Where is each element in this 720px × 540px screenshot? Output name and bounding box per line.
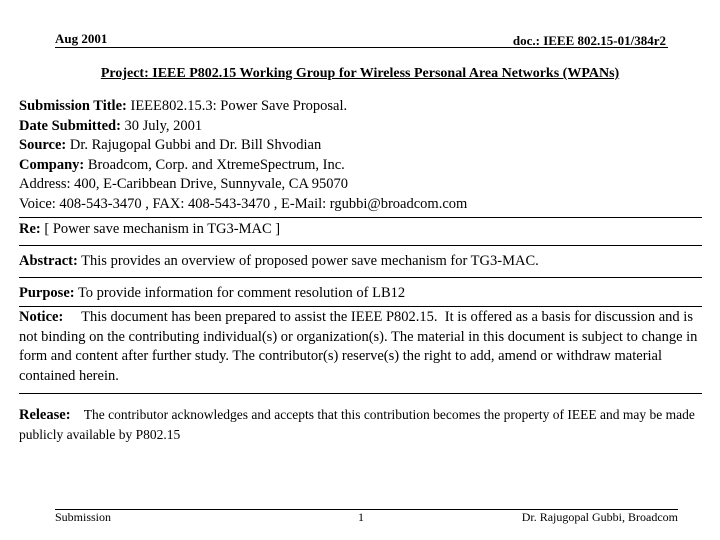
footer-page-number: 1 xyxy=(358,510,364,524)
submission-title-value: IEEE802.15.3: Power Save Proposal. xyxy=(126,98,348,114)
abstract-line xyxy=(19,252,701,272)
notice-value: This document has been prepared to assist the IEEE P802.15. It is offered as a basis for discussion and is not binding on the contributing individual(s) or organization(s). The material in this document is subject to change in form and content after further study. The contributor(s) reserve(s) the right to add, amend or withdraw material contained herein. xyxy=(19,309,702,384)
separator-4 xyxy=(19,306,702,307)
separator-5 xyxy=(19,393,702,394)
date-submitted-line xyxy=(19,117,701,137)
source-label: Source: xyxy=(19,137,67,153)
address-line: Address: 400, E-Caribbean Drive, Sunnyvale, CA 95070 xyxy=(19,176,349,192)
source-value: Dr. Rajugopal Gubbi and Dr. Bill Shvodian xyxy=(66,137,322,153)
release-paragraph xyxy=(19,405,701,445)
separator-3 xyxy=(19,277,702,278)
submission-title-line xyxy=(19,97,701,117)
submission-block xyxy=(19,97,701,214)
footer-author: Dr. Rajugopal Gubbi, Broadcom xyxy=(521,510,678,524)
header-doc-id: doc.: IEEE 802.15-01/384r2 xyxy=(512,33,666,48)
release-value: The contributor acknowledges and accepts that this contribution becomes the property of IEEE and may be made publicly available by P802.15 xyxy=(19,407,699,442)
company-value: Broadcom, Corp. and XtremeSpectrum, Inc. xyxy=(84,156,345,173)
re-line xyxy=(19,220,701,240)
purpose-value: To provide information for comment resolution of LB12 xyxy=(74,285,406,301)
date-submitted-label: Date Submitted: xyxy=(19,117,121,134)
re-label: Re: xyxy=(19,221,41,237)
date-submitted-value: 30 July, 2001 xyxy=(120,117,203,134)
abstract-value: This provides an overview of proposed power save mechanism for TG3-MAC. xyxy=(77,253,539,269)
abstract-label: Abstract: xyxy=(19,253,78,269)
company-line xyxy=(19,156,701,176)
company-label: Company: xyxy=(19,156,85,173)
purpose-line xyxy=(19,284,701,304)
notice-paragraph xyxy=(19,308,701,386)
footer-submission: Submission xyxy=(55,510,112,524)
re-value: [ Power save mechanism in TG3-MAC ] xyxy=(40,221,281,237)
source-line xyxy=(19,136,701,156)
separator-1 xyxy=(19,217,702,218)
project-title: Project: IEEE P802.15 Working Group for Wireless Personal Area Networks (WPANs) xyxy=(100,66,620,81)
header-rule xyxy=(55,47,668,48)
submission-title-label: Submission Title: xyxy=(19,98,127,114)
purpose-label: Purpose: xyxy=(19,285,75,301)
voice-line: Voice: 408-543-3470 , FAX: 408-543-3470 , E-Mail: rgubbi@broadcom.com xyxy=(19,195,468,212)
release-label: Release: xyxy=(19,407,71,423)
header-date: Aug 2001 xyxy=(55,31,108,46)
notice-label: Notice: xyxy=(19,309,64,325)
separator-2 xyxy=(19,245,702,246)
